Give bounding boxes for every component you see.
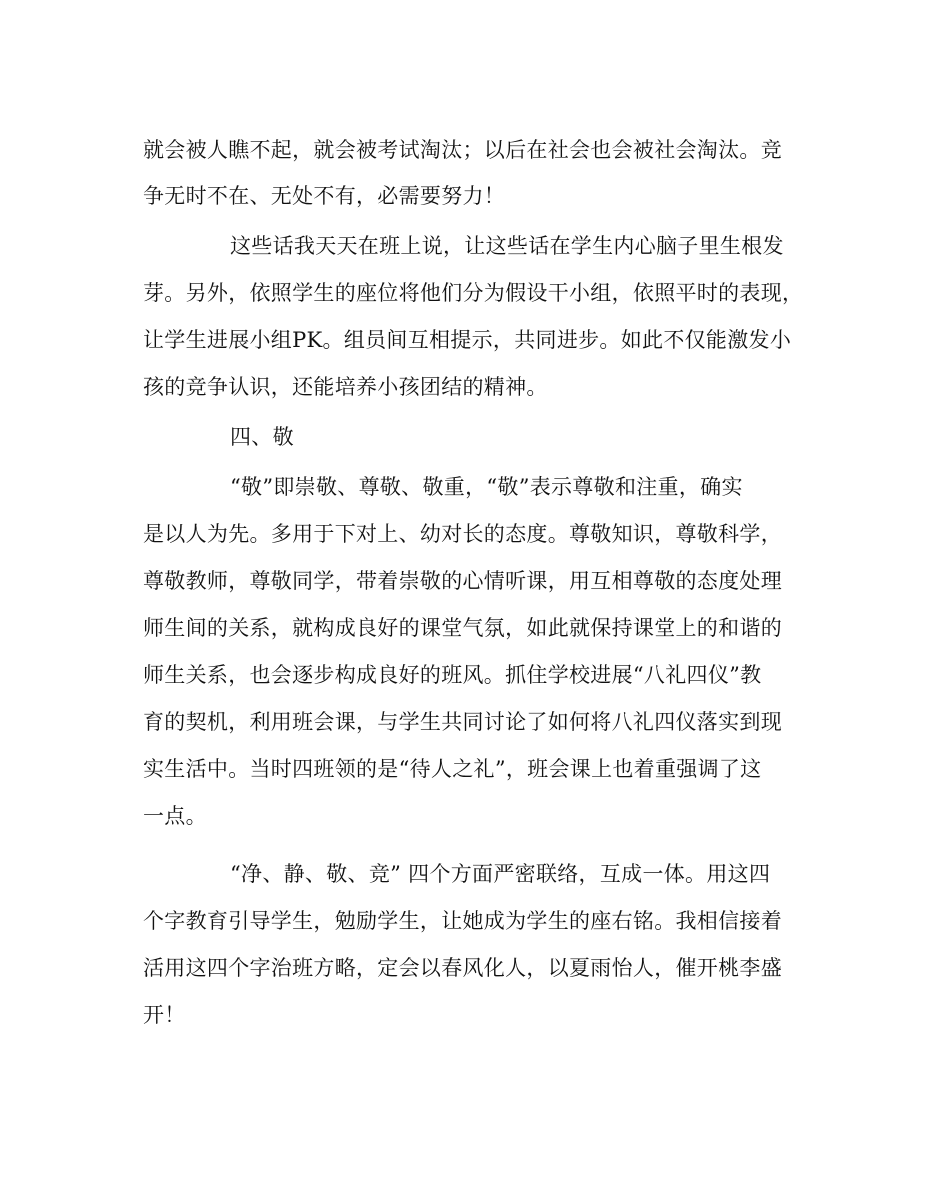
paragraph-1-line-1: 就会被人瞧不起，就会被考试淘汰；以后在社会也会被社会淘汰。竞 [143, 138, 782, 162]
paragraph-4-line-3: 活用这四个字治班方略，定会以春风化人，以夏雨怡人，催开桃李盛 [143, 956, 782, 980]
paragraph-4-line-1: “净、静、敬、竞” 四个方面严密联络，互成一体。用这四 [230, 862, 771, 886]
paragraph-2-line-2: 芽。另外，依照学生的座位将他们分为假设干小组，依照平时的表现， [143, 281, 804, 305]
paragraph-3-line-1: “敬”即崇敬、尊敬、敬重，“敬”表示尊敬和注重，确实 [230, 475, 743, 499]
paragraph-3-line-6: 育的契机，利用班会课，与学生共同讨论了如何将八礼四仪落实到现 [143, 710, 782, 734]
paragraph-3-line-5: 师生关系，也会逐步构成良好的班风。抓住学校进展“八礼四仪”教 [143, 663, 762, 687]
paragraph-3-line-8: 一点。 [143, 804, 207, 828]
paragraph-3-line-7: 实生活中。当时四班领的是“待人之礼”，班会课上也着重强调了这 [143, 757, 762, 781]
section-heading: 四、敬 [230, 425, 294, 449]
paragraph-2-line-1: 这些话我天天在班上说，让这些话在学生内心脑子里生根发 [230, 234, 784, 258]
paragraph-3-line-3: 尊敬教师，尊敬同学，带着崇敬的心情听课，用互相尊敬的态度处理 [143, 569, 782, 593]
paragraph-3-line-2: 是以人为先。多用于下对上、幼对长的态度。尊敬知识，尊敬科学， [143, 522, 782, 546]
paragraph-4-line-4: 开！ [143, 1003, 186, 1027]
paragraph-2-line-3: 让学生进展小组PK。组员间互相提示，共同进步。如此不仅能激发小 [143, 328, 792, 352]
paragraph-3-line-4: 师生间的关系，就构成良好的课堂气氛，如此就保持课堂上的和谐的 [143, 616, 782, 640]
paragraph-4-line-2: 个字教育引导学生，勉励学生，让她成为学生的座右铭。我相信接着 [143, 909, 782, 933]
paragraph-1-line-2: 争无时不在、无处不有，必需要努力！ [143, 184, 506, 208]
paragraph-2-line-4: 孩的竞争认识，还能培养小孩团结的精神。 [143, 375, 548, 399]
